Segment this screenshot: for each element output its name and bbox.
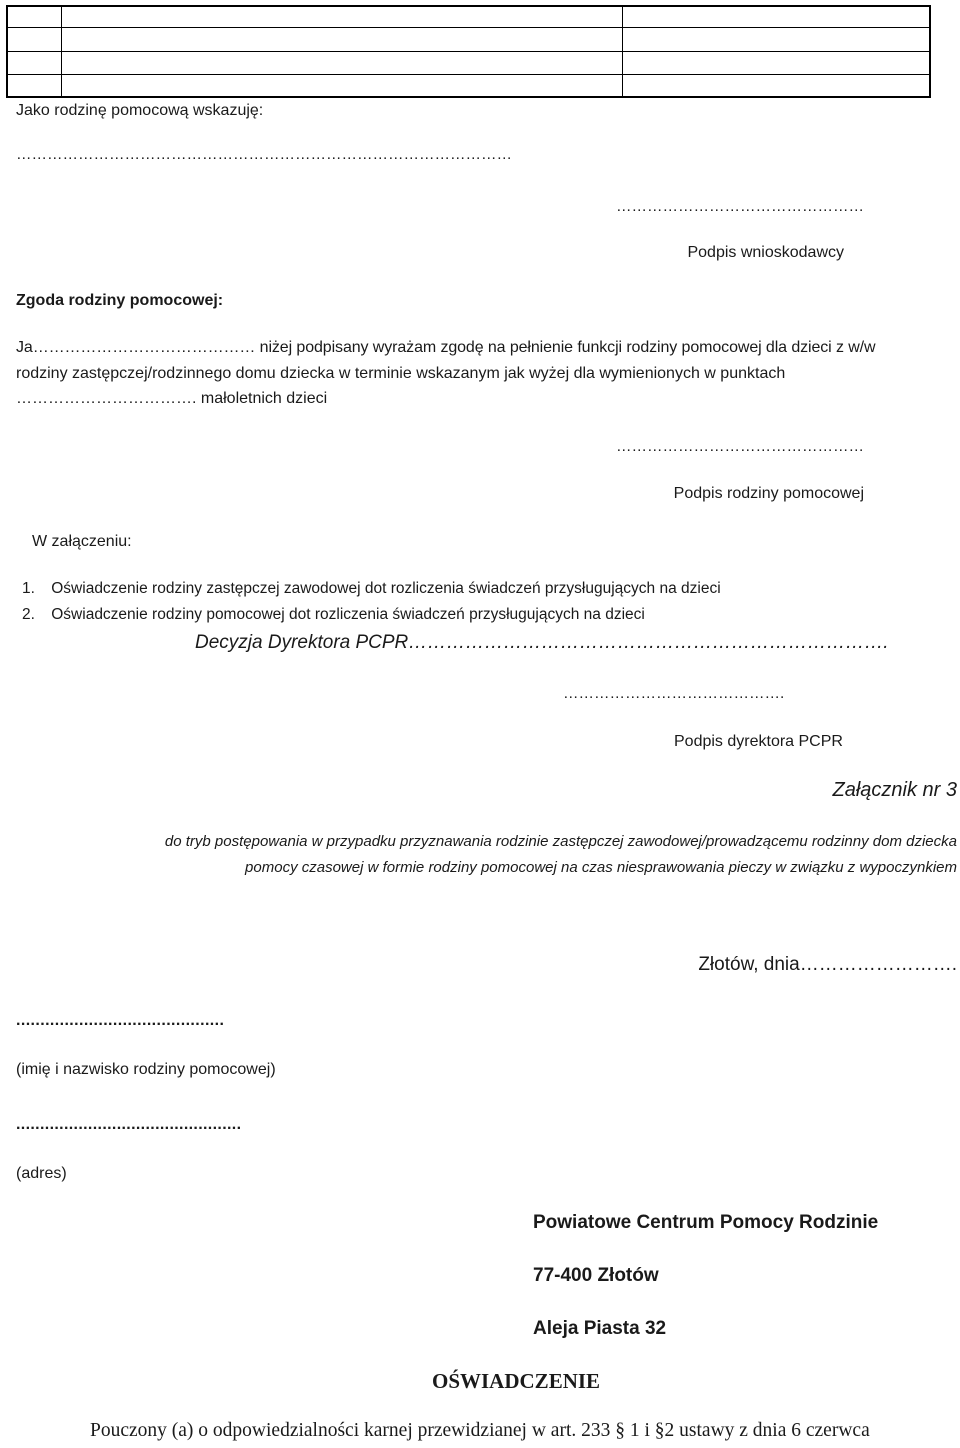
table-col-divider (622, 7, 623, 96)
helper-family-field[interactable]: …………………………………………………………………………………… (16, 146, 512, 163)
list-item (22, 580, 721, 598)
applicant-signature-label: Podpis wnioskodawcy (687, 244, 844, 261)
decision-field[interactable]: Decyzja Dyrektora PCPR…………………………………………………………………. (195, 632, 889, 653)
helper-signature-label: Podpis rodziny pomocowej (673, 485, 864, 502)
applicant-signature-field[interactable]: ………………………………………… (616, 198, 864, 215)
table-col-divider (61, 7, 62, 96)
list-number: 1. (22, 580, 35, 597)
annex-description-line: pomocy czasowej w formie rodziny pomocowej na czas niesprawowania pieczy w związku z wypoczynkiem (245, 859, 957, 876)
helper-family-label: Jako rodzinę pomocową wskazuję: (16, 102, 264, 119)
consent-text-line: rodziny zastępczej/rodzinnego domu dziecka w terminie wskazanym jak wyżej dla wymienionych w punktach (16, 365, 786, 382)
name-label: (imię i nazwisko rodziny pomocowej) (16, 1061, 276, 1078)
consent-text-line: Ja…………………………………… niżej podpisany wyrażam zgodę na pełnienie funkcji rodziny pomocowej dla dzieci z w/w (16, 339, 876, 356)
director-signature-field[interactable]: ……………………………………. (563, 685, 785, 702)
annex-description-line: do tryb postępowania w przypadku przyznawania rodzinie zastępczej zawodowej/prowadzącemu rodzinny dom dziecka (164, 833, 957, 850)
addressee-name: Powiatowe Centrum Pomocy Rodzinie (533, 1212, 879, 1233)
list-text: Oświadczenie rodziny zastępczej zawodowej dot rozliczenia świadczeń przysługujących na dzieci (51, 580, 721, 597)
list-text: Oświadczenie rodziny pomocowej dot rozliczenia świadczeń przysługujących na dzieci (51, 606, 645, 623)
form-table (6, 5, 931, 98)
addressee-city: 77-400 Złotów (533, 1265, 659, 1286)
table-row-divider (8, 74, 929, 75)
address-field[interactable]: ............................................... (16, 1116, 242, 1133)
consent-title: Zgoda rodziny pomocowej: (16, 292, 224, 309)
table-row-divider (8, 51, 929, 52)
name-field[interactable]: ........................................... (16, 1012, 225, 1029)
annex-title: Załącznik nr 3 (832, 779, 957, 801)
table-row-divider (8, 27, 929, 28)
helper-signature-field[interactable]: ………………………………………… (616, 438, 864, 455)
addressee-street: Aleja Piasta 32 (533, 1318, 667, 1339)
statement-heading: OŚWIADCZENIE (432, 1369, 601, 1393)
place-date-field[interactable]: Złotów, dnia……………………. (698, 954, 957, 975)
list-item (22, 606, 645, 624)
consent-text-line: ……………………………. małoletnich dzieci (16, 390, 328, 407)
attachments-label: W załączeniu: (32, 533, 132, 550)
list-number: 2. (22, 606, 35, 623)
director-signature-label: Podpis dyrektora PCPR (674, 733, 843, 750)
address-label: (adres) (16, 1165, 67, 1182)
statement-text: Pouczony (a) o odpowiedzialności karnej przewidzianej w art. 233 § 1 i §2 ustawy z dnia 6 czerwca (90, 1420, 870, 1441)
